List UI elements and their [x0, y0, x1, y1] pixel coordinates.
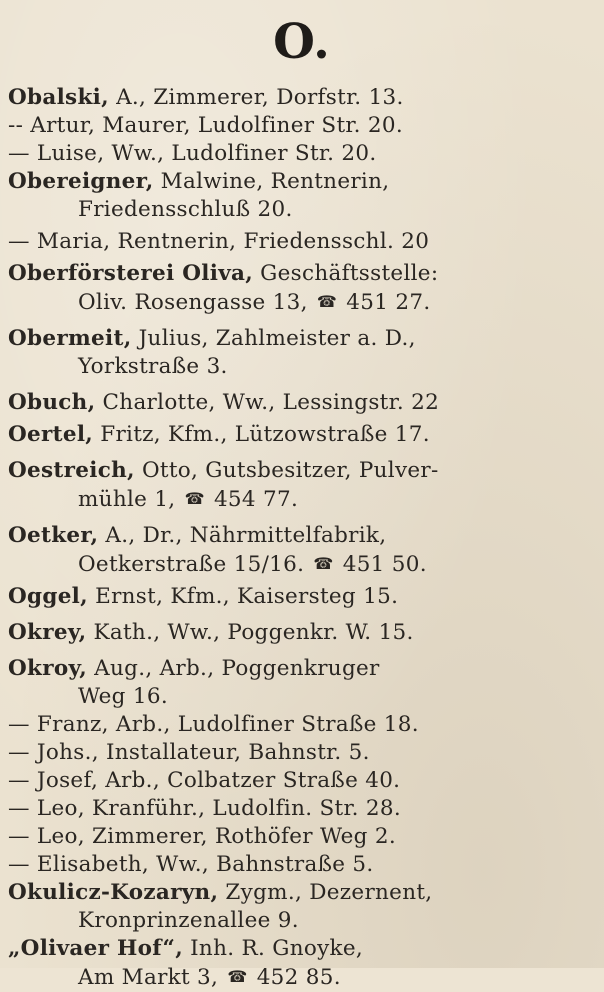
entry-phone: 451 50.: [342, 552, 427, 577]
entry-details: — Johs., Installateur, Bahnstr. 5.: [8, 740, 370, 765]
entry-continuation: [8, 683, 596, 711]
entry-line: [8, 739, 596, 767]
entry-name: Obereigner,: [8, 169, 154, 194]
entry-details: — Leo, Zimmerer, Rothöfer Weg 2.: [8, 824, 396, 849]
entry-line: [8, 795, 596, 823]
entry-line: [8, 140, 596, 168]
entry-line: [8, 522, 596, 550]
telephone-icon: ☎: [313, 554, 334, 573]
entry-line: [8, 851, 596, 879]
entry-details: Charlotte, Ww., Lessingstr. 22: [102, 390, 440, 415]
entry-name: Okrey,: [8, 620, 87, 645]
entry-name: Oggel,: [8, 584, 88, 609]
entry-continuation: [8, 907, 596, 935]
entry-name: Okulicz-Kozaryn,: [8, 880, 219, 905]
telephone-icon: ☎: [184, 489, 205, 508]
entry-line: [8, 260, 596, 288]
entry-details: Otto, Gutsbesitzer, Pulver-: [141, 458, 439, 483]
entry-details: Ernst, Kfm., Kaisersteg 15.: [95, 584, 399, 609]
entry-line: [8, 935, 596, 963]
entry-line: [8, 619, 596, 647]
entry-line: [8, 421, 596, 449]
entry-continuation: [8, 353, 596, 381]
entry-details: Oliv. Rosengasse 13,: [78, 290, 308, 315]
entry-details: Inh. R. Gnoyke,: [190, 936, 364, 961]
entry-phone: 451 27.: [346, 290, 431, 315]
entry-name: „Olivaer Hof“,: [8, 936, 183, 961]
entry-details: Friedensschluß 20.: [78, 197, 293, 222]
entry-line: [8, 84, 596, 112]
section-letter-heading: O.: [273, 14, 331, 70]
entry-details: A., Dr., Nährmittelfabrik,: [105, 523, 387, 548]
entry-details: — Luise, Ww., Ludolfiner Str. 20.: [8, 141, 377, 166]
entry-name: Obuch,: [8, 390, 96, 415]
telephone-icon: ☎: [227, 967, 248, 986]
entry-details: Geschäftsstelle:: [260, 261, 439, 286]
entry-continuation: [8, 288, 596, 317]
entry-details: Weg 16.: [78, 684, 168, 709]
entry-continuation: [8, 550, 596, 579]
entry-name: Oestreich,: [8, 458, 135, 483]
entry-details: Kronprinzenallee 9.: [78, 908, 299, 933]
entry-name: Obermeit,: [8, 326, 132, 351]
entry-details: — Leo, Kranführ., Ludolfin. Str. 28.: [8, 796, 402, 821]
telephone-icon: ☎: [316, 292, 338, 311]
entry-line: [8, 767, 596, 795]
entry-name: Oertel,: [8, 422, 94, 447]
entry-line: [8, 583, 596, 611]
entry-name: Oberförsterei Oliva,: [8, 261, 254, 286]
entry-line: [8, 168, 596, 196]
entry-line: [8, 879, 596, 907]
entry-continuation: [8, 196, 596, 224]
entry-line: [8, 112, 596, 140]
entry-line: [8, 823, 596, 851]
entry-details: Kath., Ww., Poggenkr. W. 15.: [93, 620, 414, 645]
entry-name: Oetker,: [8, 523, 99, 548]
entry-line: [8, 228, 596, 256]
entry-details: — Elisabeth, Ww., Bahnstraße 5.: [8, 852, 374, 877]
entry-details: Fritz, Kfm., Lützowstraße 17.: [100, 422, 430, 447]
entry-continuation: [8, 963, 596, 992]
entry-details: -- Artur, Maurer, Ludolfiner Str. 20.: [8, 113, 403, 138]
entry-details: A., Zimmerer, Dorfstr. 13.: [116, 85, 404, 110]
entry-continuation: [8, 485, 596, 514]
entry-details: Oetkerstraße 15/16.: [78, 552, 305, 577]
entry-details: Zygm., Dezernent,: [225, 880, 433, 905]
entry-details: Am Markt 3,: [78, 965, 219, 990]
entry-details: Julius, Zahlmeister a. D.,: [138, 326, 416, 351]
entry-details: — Franz, Arb., Ludolfiner Straße 18.: [8, 712, 419, 737]
entry-line: [8, 457, 596, 485]
entry-name: Okroy,: [8, 656, 88, 681]
entry-phone: 452 85.: [256, 965, 341, 990]
entry-details: — Josef, Arb., Colbatzer Straße 40.: [8, 768, 401, 793]
entry-line: [8, 655, 596, 683]
entry-list: [8, 84, 596, 992]
entry-details: mühle 1,: [78, 487, 176, 512]
entry-details: Malwine, Rentnerin,: [160, 169, 390, 194]
entry-line: [8, 325, 596, 353]
entry-name: Obalski,: [8, 85, 109, 110]
entry-details: Aug., Arb., Poggenkruger: [94, 656, 380, 681]
entry-phone: 454 77.: [213, 487, 299, 512]
entry-details: Yorkstraße 3.: [78, 354, 228, 379]
entry-line: [8, 711, 596, 739]
entry-details: — Maria, Rentnerin, Friedensschl. 20: [8, 229, 430, 254]
entry-line: [8, 389, 596, 417]
